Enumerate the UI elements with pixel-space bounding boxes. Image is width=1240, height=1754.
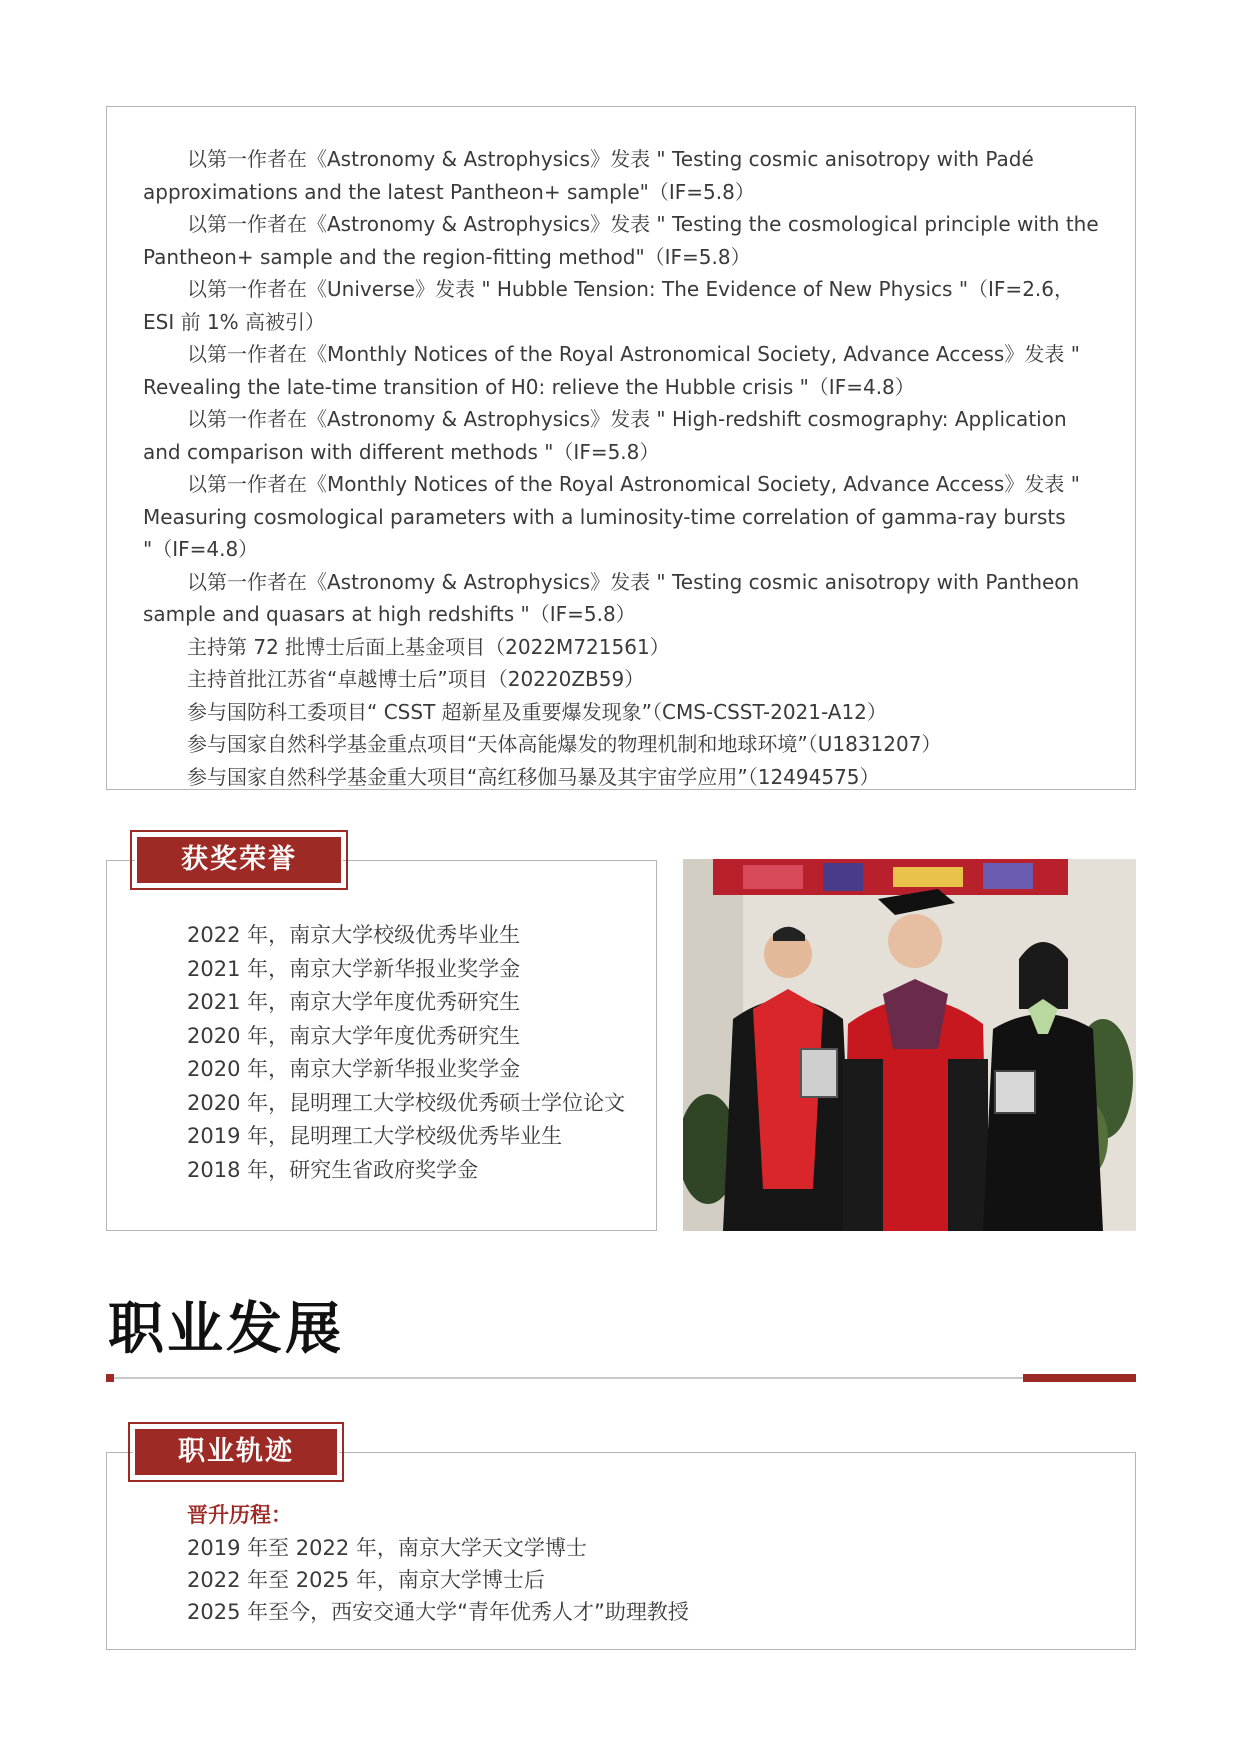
graduation-photo (683, 859, 1136, 1231)
career-panel (106, 1452, 1136, 1650)
publications-list (143, 143, 1103, 793)
publication-item: 以第一作者在《Monthly Notices of the Royal Astronomical Society, Advance Access》发表 " Measuring cosmological parameters with a luminosity-time correlation of gamma-ray bursts "（IF=4.8） (143, 472, 1080, 561)
publication-item: 以第一作者在《Astronomy & Astrophysics》发表 " Testing cosmic anisotropy with Padé approximations and the latest Pantheon+ sample"（IF=5.8） (143, 147, 1034, 204)
career-item: 2025 年至今，西安交通大学“青年优秀人才”助理教授 (187, 1600, 689, 1624)
career-section-tag: 职业轨迹 (133, 1427, 339, 1477)
career-item: 2022 年至 2025 年，南京大学博士后 (187, 1568, 545, 1592)
project-item: 主持第 72 批博士后面上基金项目（2022M721561） (187, 634, 670, 659)
award-item: 2018 年，研究生省政府奖学金 (187, 1157, 479, 1182)
career-list (187, 1532, 689, 1628)
publication-item: 以第一作者在《Astronomy & Astrophysics》发表 " Testing the cosmological principle with the Pantheon+ sample and the region-fitting method"（IF=5.8） (143, 212, 1099, 269)
section-divider (108, 1377, 1136, 1379)
project-item: 参与国家自然科学基金重点项目“天体高能爆发的物理机制和地球环境”（U1831207） (187, 732, 942, 756)
publication-item: 以第一作者在《Universe》发表 " Hubble Tension: The Evidence of New Physics "（IF=2.6，ESI 前 1% 高被引） (143, 277, 1075, 334)
publications-panel (106, 106, 1136, 790)
career-heading: 晋升历程： (187, 1503, 292, 1527)
award-item: 2021 年，南京大学新华报业奖学金 (187, 956, 521, 981)
publication-item: 以第一作者在《Astronomy & Astrophysics》发表 " High-redshift cosmography: Application and comparison with different methods "（IF=5.8） (143, 407, 1067, 464)
award-item: 2020 年，昆明理工大学校级优秀硕士学位论文 (187, 1090, 626, 1115)
project-item: 参与国家自然科学基金重大项目“高红移伽马暴及其宇宙学应用”（12494575） (187, 764, 880, 789)
career-item: 2019 年至 2022 年，南京大学天文学博士 (187, 1536, 587, 1560)
award-item: 2021 年，南京大学年度优秀研究生 (187, 990, 521, 1014)
award-item: 2022 年，南京大学校级优秀毕业生 (187, 923, 521, 947)
awards-panel (106, 860, 657, 1231)
publication-item: 以第一作者在《Monthly Notices of the Royal Astronomical Society, Advance Access》发表 " Revealing the late-time transition of H0: relieve the Hubble crisis "（IF=4.8） (143, 342, 1080, 399)
graduation-photo-illustration (683, 859, 1136, 1231)
publication-item: 以第一作者在《Astronomy & Astrophysics》发表 " Testing cosmic anisotropy with Pantheon sample and quasars at high redshifts "（IF=5.8） (143, 569, 1080, 626)
awards-list (187, 919, 625, 1187)
award-item: 2020 年，南京大学新华报业奖学金 (187, 1057, 521, 1081)
divider-accent-dot (106, 1374, 114, 1382)
awards-section-tag: 获奖荣誉 (135, 835, 343, 885)
award-item: 2020 年，南京大学年度优秀研究生 (187, 1023, 521, 1048)
project-item: 主持首批江苏省“卓越博士后”项目（20220ZB59） (187, 667, 645, 691)
divider-accent-bar (1023, 1374, 1136, 1382)
project-item: 参与国防科工委项目“ CSST 超新星及重要爆发现象”（CMS-CSST-2021-A12） (187, 699, 887, 724)
section-title: 职业发展 (108, 1297, 344, 1362)
award-item: 2019 年，昆明理工大学校级优秀毕业生 (187, 1124, 563, 1148)
